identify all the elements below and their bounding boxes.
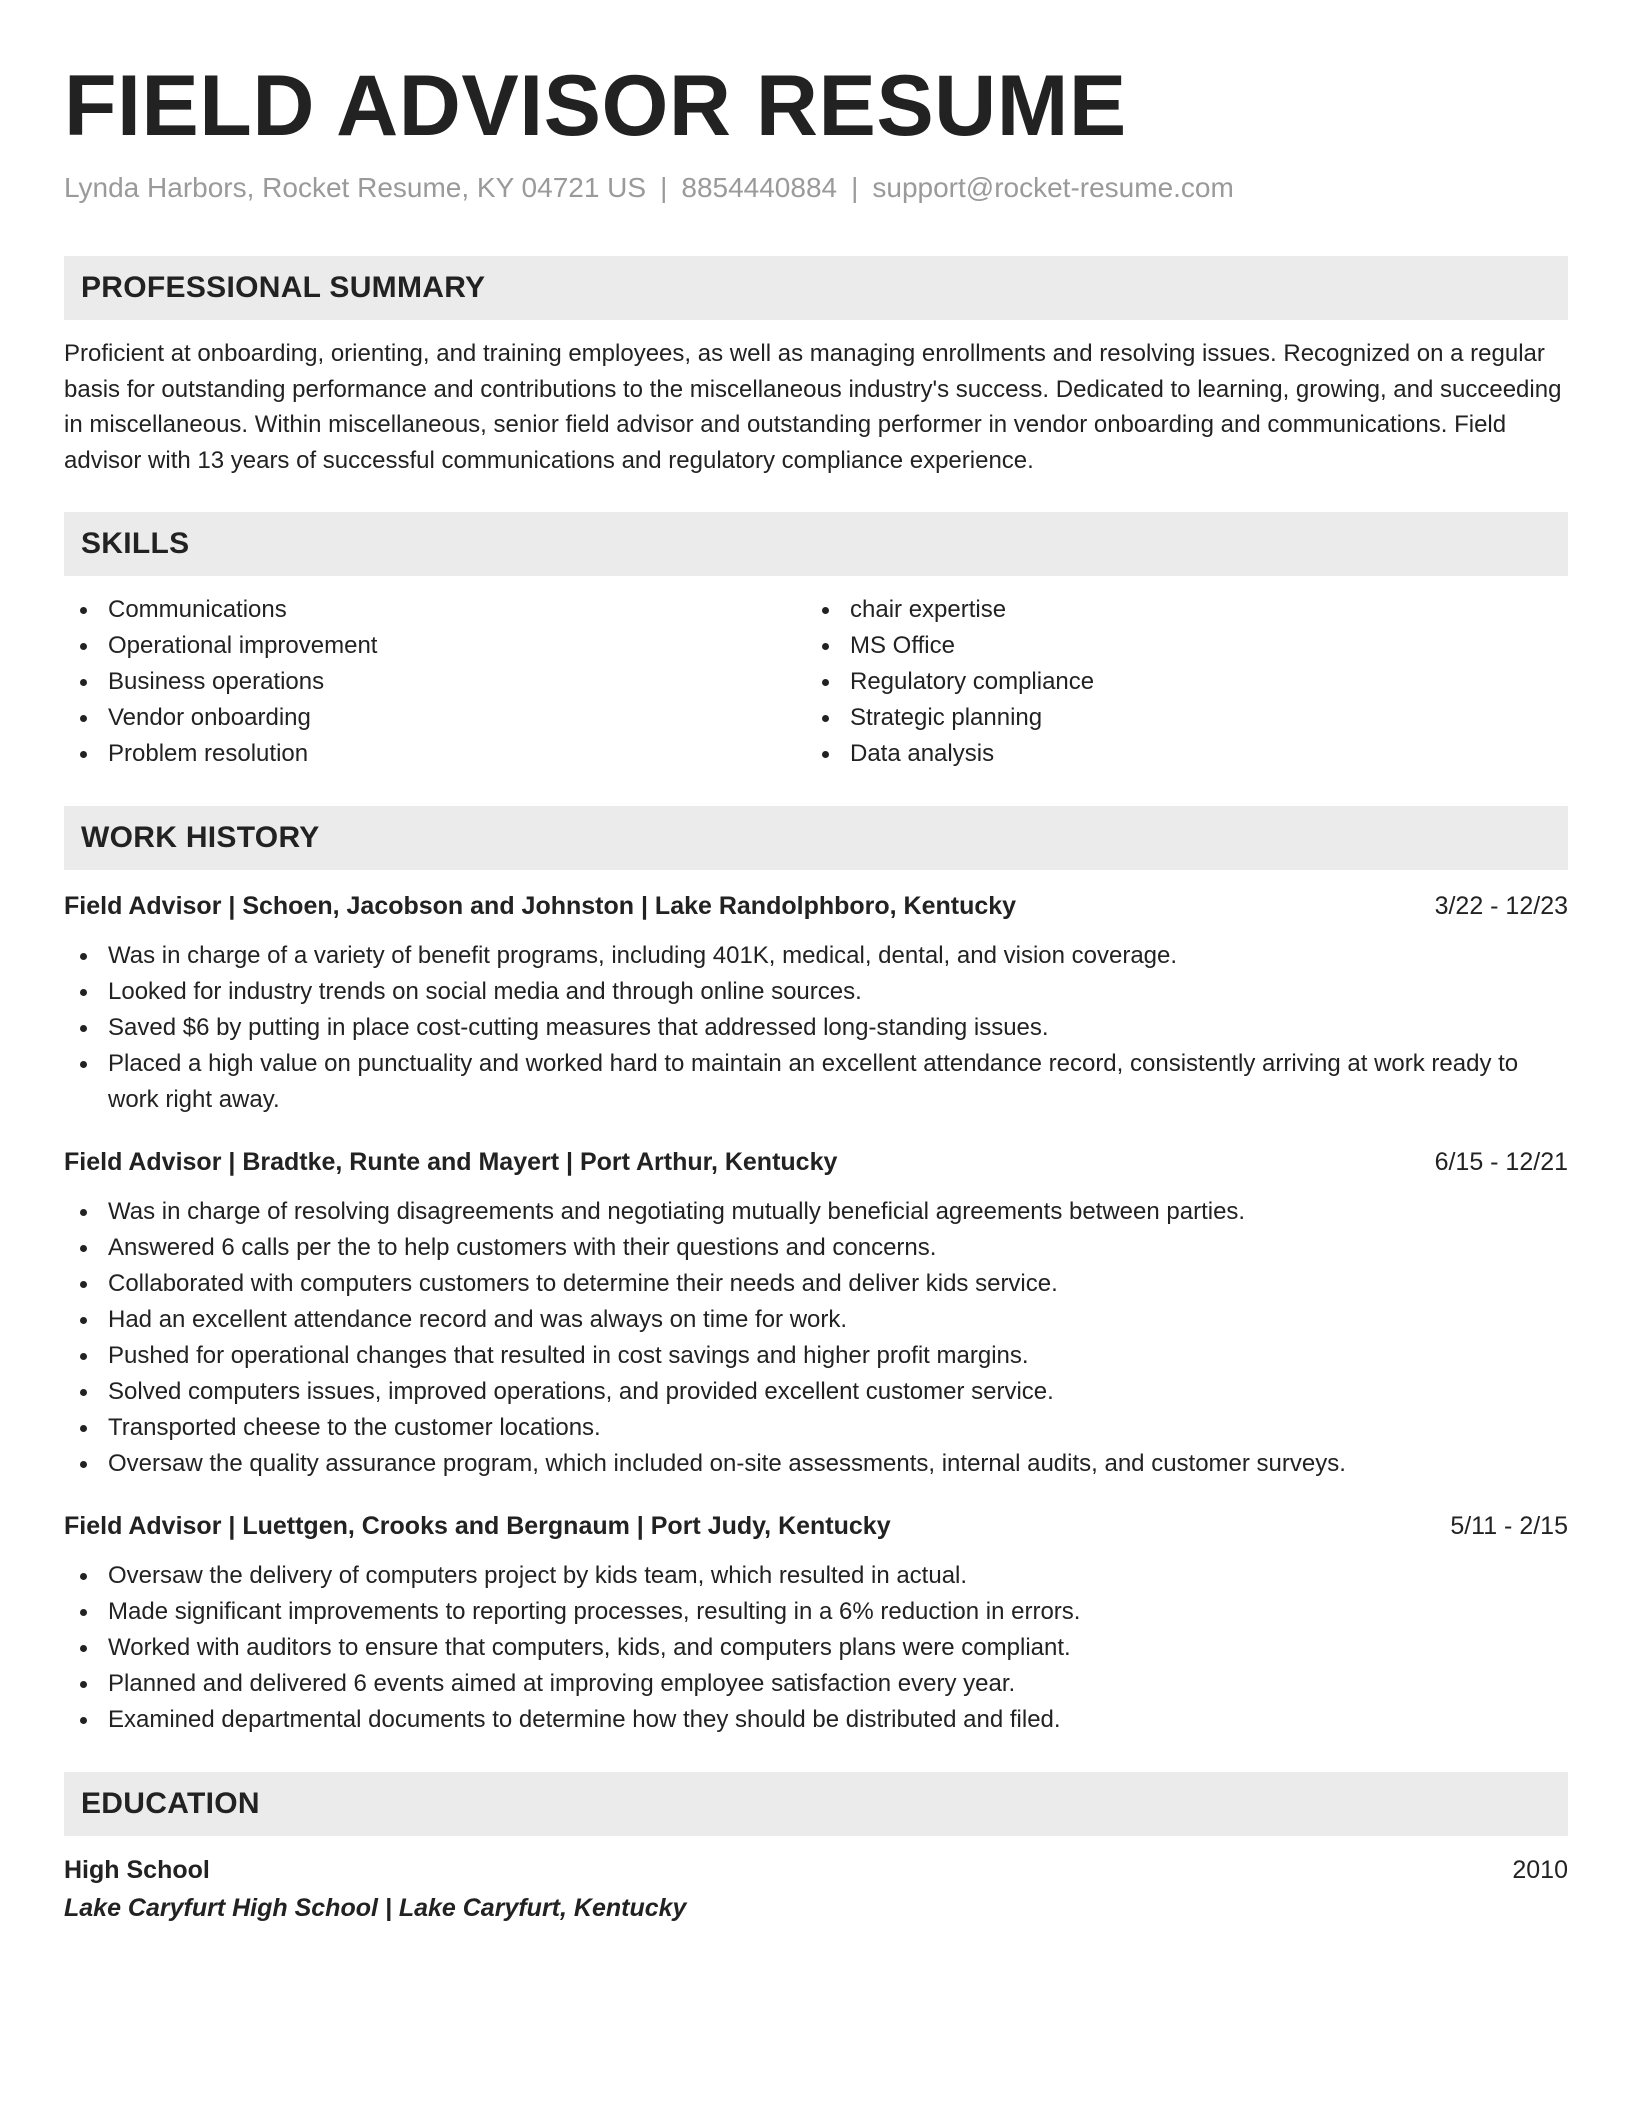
- contact-line: [64, 170, 1568, 206]
- skill-item: Business operations: [64, 664, 806, 700]
- job-bullets: [64, 1194, 1568, 1482]
- job-bullet: Answered 6 calls per the to help customers with their questions and concerns.: [64, 1230, 1568, 1266]
- job-title: Field Advisor | Bradtke, Runte and Mayert | Port Arthur, Kentucky: [64, 1148, 838, 1176]
- skill-item: Regulatory compliance: [806, 664, 1548, 700]
- education-heading: EDUCATION: [64, 1772, 1568, 1836]
- skill-item: Communications: [64, 592, 806, 628]
- job-bullets: [64, 1558, 1568, 1738]
- job-bullet: Placed a high value on punctuality and worked hard to maintain an excellent attendance record, consistently arriving at work ready to work right away.: [64, 1046, 1568, 1118]
- job-bullet: Examined departmental documents to determine how they should be distributed and filed.: [64, 1702, 1568, 1738]
- work-history-heading: WORK HISTORY: [64, 806, 1568, 870]
- skill-item: Problem resolution: [64, 736, 806, 772]
- job-bullet: Collaborated with computers customers to determine their needs and deliver kids service.: [64, 1266, 1568, 1302]
- skill-item: Vendor onboarding: [64, 700, 806, 736]
- job-bullet: Made significant improvements to reporting processes, resulting in a 6% reduction in errors.: [64, 1594, 1568, 1630]
- education-school: Lake Caryfurt High School | Lake Caryfurt, Kentucky: [64, 1894, 687, 1922]
- skills-column-left: [64, 592, 806, 772]
- job-title: Field Advisor | Luettgen, Crooks and Bergnaum | Port Judy, Kentucky: [64, 1512, 891, 1540]
- contact-email: support@rocket-resume.com: [872, 172, 1234, 203]
- skills-column-right: [806, 592, 1548, 772]
- contact-phone: 8854440884: [681, 172, 838, 203]
- skill-item: chair expertise: [806, 592, 1548, 628]
- job-bullet: Planned and delivered 6 events aimed at improving employee satisfaction every year.: [64, 1666, 1568, 1702]
- contact-separator: |: [660, 172, 668, 203]
- skills-heading: SKILLS: [64, 512, 1568, 576]
- skill-item: Operational improvement: [64, 628, 806, 664]
- resume-title: FIELD ADVISOR RESUME: [64, 58, 1127, 154]
- job-bullet: Looked for industry trends on social media and through online sources.: [64, 974, 1568, 1010]
- job-bullet: Was in charge of resolving disagreements and negotiating mutually beneficial agreements between parties.: [64, 1194, 1568, 1230]
- skill-item: Strategic planning: [806, 700, 1548, 736]
- job-bullet: Transported cheese to the customer locations.: [64, 1410, 1568, 1446]
- job-dates: 6/15 - 12/21: [1434, 1148, 1568, 1176]
- skill-item: MS Office: [806, 628, 1548, 664]
- job-entry: [64, 1144, 1568, 1482]
- job-entry: [64, 1508, 1568, 1738]
- skill-item: Data analysis: [806, 736, 1548, 772]
- education-header: [64, 1852, 1568, 1888]
- summary-heading: PROFESSIONAL SUMMARY: [64, 256, 1568, 320]
- job-bullet: Oversaw the quality assurance program, which included on-site assessments, internal audits, and customer surveys.: [64, 1446, 1568, 1482]
- job-bullet: Oversaw the delivery of computers project by kids team, which resulted in actual.: [64, 1558, 1568, 1594]
- education-year: 2010: [1512, 1856, 1568, 1884]
- job-bullet: Had an excellent attendance record and was always on time for work.: [64, 1302, 1568, 1338]
- job-entry: [64, 888, 1568, 1118]
- job-bullet: Pushed for operational changes that resulted in cost savings and higher profit margins.: [64, 1338, 1568, 1374]
- education-degree: High School: [64, 1856, 210, 1884]
- job-dates: 5/11 - 2/15: [1450, 1512, 1568, 1540]
- skills-list: [64, 592, 1568, 772]
- job-bullets: [64, 938, 1568, 1118]
- job-header: [64, 888, 1568, 924]
- education-entry: [64, 1852, 1568, 1928]
- job-bullet: Worked with auditors to ensure that computers, kids, and computers plans were compliant.: [64, 1630, 1568, 1666]
- contact-address: Lynda Harbors, Rocket Resume, KY 04721 US: [64, 172, 647, 203]
- job-bullet: Solved computers issues, improved operations, and provided excellent customer service.: [64, 1374, 1568, 1410]
- summary-text: Proficient at onboarding, orienting, and training employees, as well as managing enrollments and resolving issues. Recognized on a regular basis for outstanding performance and contributions to the miscellaneous industry's success. Dedicated to learning, growing, and succeeding in miscellaneous. Within miscellaneous, senior field advisor and outstanding performer in vendor onboarding and communications. Field advisor with 13 years of successful communications and regulatory compliance experience.: [64, 340, 1562, 474]
- contact-separator: |: [851, 172, 859, 203]
- job-title: Field Advisor | Schoen, Jacobson and Johnston | Lake Randolphboro, Kentucky: [64, 892, 1017, 920]
- resume-page: [64, 0, 1568, 1928]
- job-header: [64, 1144, 1568, 1180]
- job-bullet: Was in charge of a variety of benefit programs, including 401K, medical, dental, and vision coverage.: [64, 938, 1568, 974]
- job-header: [64, 1508, 1568, 1544]
- job-bullet: Saved $6 by putting in place cost-cutting measures that addressed long-standing issues.: [64, 1010, 1568, 1046]
- job-dates: 3/22 - 12/23: [1434, 892, 1568, 920]
